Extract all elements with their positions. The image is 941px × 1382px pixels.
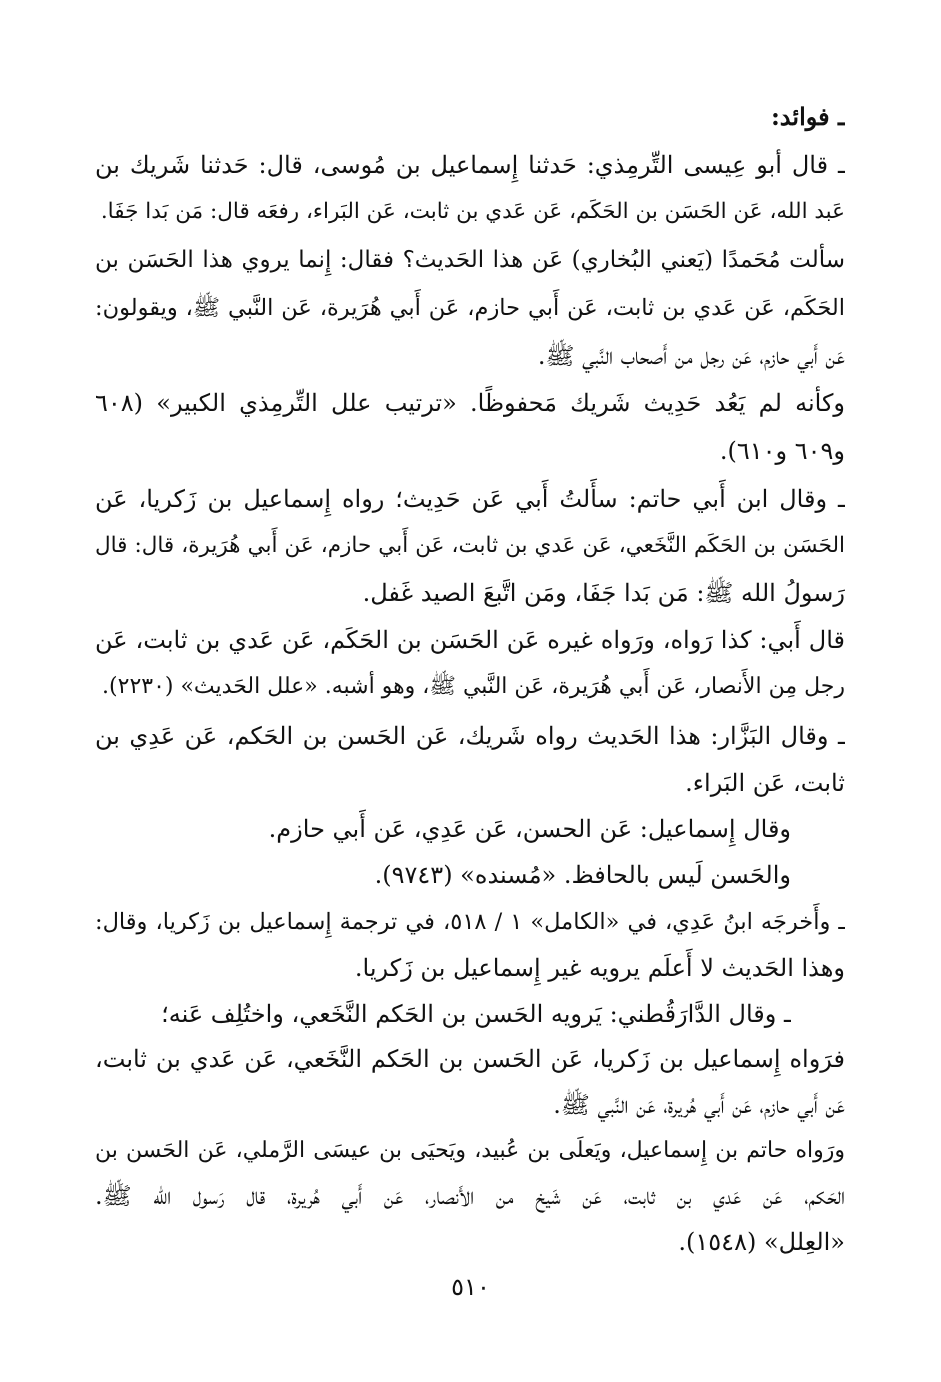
text-line: ـ وقال البَزَّار: هذا الحَديث رواه شَريك، عَن الحَسن بن الحَكم، عَن عَدِي بن [95,722,845,750]
text-line: سألت مُحَمدًا (يَعني البُخاري) عَن هذا الحَديث؟ فقال: إِنما يروي هذا الحَسَن بن [95,247,845,273]
text-line: «العِلل» (١٥٤٨). [678,1228,845,1256]
text-line: الحَسَن بن الحَكَم النَّخَعي، عَن عَدي بن ثابت، عَن أَبي حازم، عَن أَبي هُرَيرة، قال: قال [95,533,845,558]
text-line: ورَواه حاتم بن إِسماعيل، ويَعلَى بن عُبيد، ويَحيَى بن عيسَى الرَّملي، عَن الحَسن بن [95,1138,845,1163]
text-line: ـ قال أبو عِيسى التِّرمِذي: حَدثنا إِسماعيل بن مُوسى، قال: حَدثنا شَريك بن [95,151,845,179]
text-line: الحَكَم، عَن عَدي بن ثابت، عَن أَبي حازم، عَن أَبي هُرَيرة، عَن النَّبي ﷺ، ويقولون: [95,295,845,321]
page-number: ٥١٠ [451,1273,490,1301]
text-line: ثابت، عَن البَراء. [685,769,845,797]
text-line: رَسولُ الله ﷺ: مَن بَدا جَفَا، ومَن اتَّبعَ الصيد غَفل. [362,579,845,607]
text-line: رجل مِن الأَنصار، عَن أَبي هُرَيرة، عَن النَّبي ﷺ، وهو أشبه. «علل الحَديث» (٢٢٣٠). [102,674,845,699]
text-line: قال أَبي: كذا رَواه، ورَواه غيره عَن الحَسَن بن الحَكَم، عَن عَدي بن ثابت، عَن [95,626,845,654]
text-line: عَبد الله، عَن الحَسَن بن الحَكَم، عَن عَدي بن ثابت، عَن البَراء، رفعَه قال: مَن بَدا جَفَا. [100,199,845,224]
section-heading: ـ فوائد: [770,102,845,131]
text-line: ـ وقال الدَّارَقُطني: يَرويه الحَسن بن الحَكم النَّخَعي، واختُلِف عَنه؛ [161,1000,791,1028]
text-line: ـ وقال ابن أَبي حاتم: سأَلتُ أَبي عَن حَدِيث؛ رواه إِسماعيل بن زَكريا، عَن [95,485,845,513]
text-line: عَن أَبي حازم، عَن أَبي هُريرة، عَن النَّبي ﷺ. [553,1091,845,1119]
text-line: و٦٠٩ و٦١٠). [719,437,845,465]
text-line: عَن أَبي حازم، عَن رجل من أَصحاب النَّبي ﷺ. [537,342,845,370]
text-line: وهذا الحَديث لا أَعلَم يرويه غير إِسماعيل بن زَكريا. [354,954,845,982]
text-line: وقال إِسماعيل: عَن الحسن، عَن عَدِي، عَن أَبي حازم. [268,815,791,843]
text-line: الحَكم، عَن عَدي بن ثابت، عَن شَيخ من الأَنصار، عَن أَبي هُريرة، قال رَسول الله ﷺ. [95,1182,845,1210]
text-line: ـ وأَخرجَه ابنُ عَدِي، في «الكامل» ١ / ٥١٨، في ترجمة إِسماعيل بن زَكريا، وقال: [95,909,845,935]
text-line: فرَواه إِسماعيل بن زَكريا، عَن الحَسن بن الحَكم النَّخَعي، عَن عَدي بن ثابت، [95,1045,845,1073]
text-line: والحَسن لَيس بالحافظ. «مُسنده» (٩٧٤٣). [374,861,791,889]
text-line: وكأنه لم يَعُد حَدِيث شَريك مَحفوظًا. «ترتيب علل التِّرمِذي الكبير» (٦٠٨ [95,389,845,417]
